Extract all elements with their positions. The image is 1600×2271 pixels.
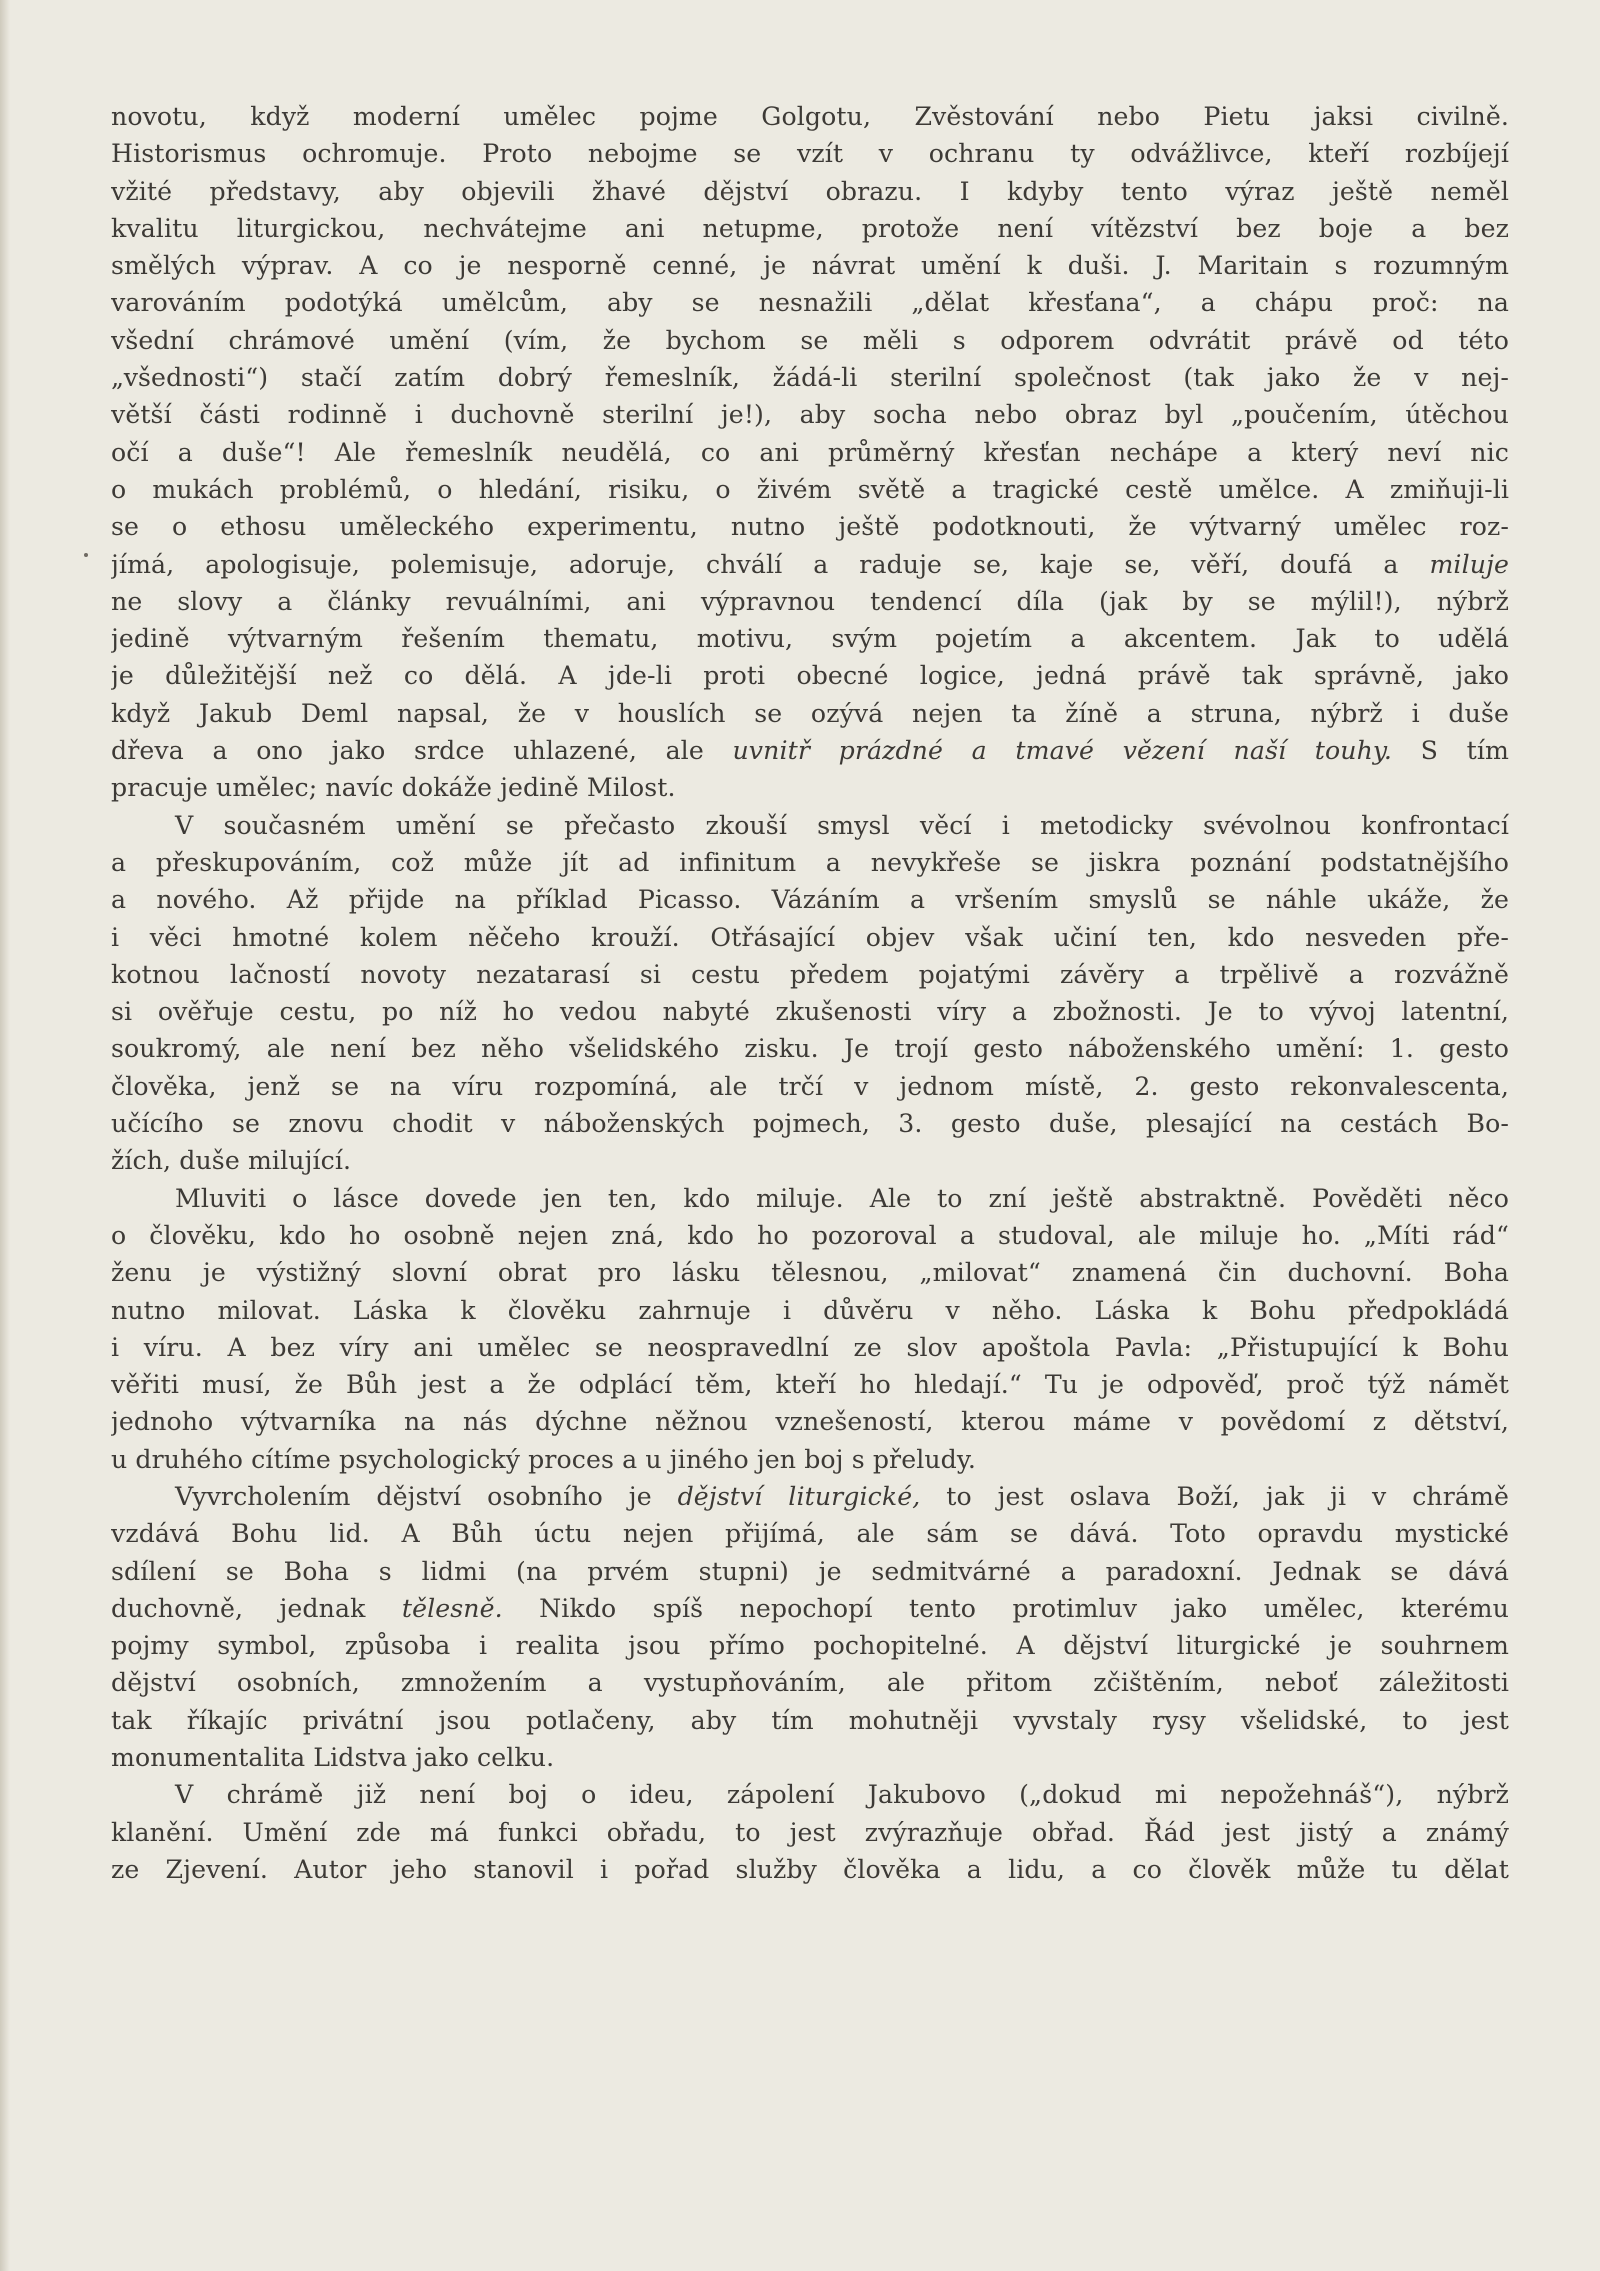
text-line: i věci hmotné kolem něčeho krouží. Otřásající objev však učiní ten, kdo nesveden pře- bbox=[111, 922, 1509, 952]
text-line: soukromý, ale není bez něho všelidského zisku. Je trojí gesto náboženského umění: 1. gesto bbox=[111, 1034, 1509, 1064]
text-line: sdílení se Boha s lidmi (na prvém stupni) je sedmitvárné a paradoxní. Jednak se dává bbox=[111, 1556, 1509, 1586]
margin-mark bbox=[84, 553, 88, 557]
text-line: a přeskupováním, což může jít ad infinitum a nevykřeše se jiskra poznání podstatnějšího bbox=[111, 847, 1509, 877]
text-line: se o ethosu uměleckého experimentu, nutno ještě podotknouti, že výtvarný umělec roz- bbox=[111, 512, 1509, 542]
text-line: nutno milovat. Láska k člověku zahrnuje i důvěru v něho. Láska k Bohu předpokládá bbox=[111, 1295, 1509, 1325]
text-line: pojmy symbol, způsobа i realita jsou přímo pochopitelné. A dějství liturgické je souhrnem bbox=[111, 1631, 1509, 1661]
text-line: Vyvrcholením dějství osobního je dějství liturgické, to jest oslava Boží, jak ji v chrámě bbox=[175, 1481, 1509, 1511]
text-line: větší části rodinně i duchovně sterilní je!), aby socha nebo obraz byl „poučením, útěchou bbox=[111, 400, 1509, 430]
italic-phrase: dějství liturgické, bbox=[677, 1481, 921, 1511]
text-line: kotnou lačností novoty nezatarasí si cestu předem pojatými závěry a trpělivě a rozvážně bbox=[111, 959, 1509, 989]
text-line: duchovně, jednak tělesně. Nikdo spíš nepochopí tento protimluv jako umělec, kterému bbox=[111, 1593, 1509, 1623]
text-line: ne slovy a články revuálními, ani výpravnou tendencí díla (jak by se mýlil!), nýbrž bbox=[111, 586, 1509, 616]
text-line: žích, duše milující. bbox=[111, 1146, 352, 1176]
text-line: i víru. A bez víry ani umělec se neospravedlní ze slov apoštola Pavla: „Přistupující k Bohu bbox=[111, 1332, 1509, 1362]
text-line: si ověřuje cestu, po níž ho vedou nabyté zkušenosti víry a zbožnosti. Je to vývoj latentní, bbox=[111, 997, 1509, 1027]
text-line: všední chrámové umění (vím, že bychom se měli s odporem odvrátit právě od této bbox=[111, 325, 1509, 355]
text-line: dějství osobních, zmnožením a vystupňováním, ale přitom zčištěním, neboť záležitosti bbox=[111, 1668, 1509, 1698]
text-line: smělých výprav. A co je nesporně cenné, je návrat umění k duši. J. Maritain s rozumným bbox=[111, 251, 1509, 281]
text-line: „všednosti“) stačí zatím dobrý řemeslník, žádá-li sterilní společnost (tak jako že v nej- bbox=[111, 363, 1509, 393]
text-line: tak říkajíc privátní jsou potlačeny, aby tím mohutněji vyvstaly rysy všelidské, to jest bbox=[111, 1705, 1509, 1735]
italic-phrase: tělesně. bbox=[401, 1593, 503, 1623]
italic-phrase: miluje bbox=[1429, 549, 1509, 579]
text-line: je důležitější než co dělá. A jde-li proti obecné logice, jedná právě tak správně, jako bbox=[111, 661, 1509, 691]
text-line: a nového. Až přijde na příklad Picasso. Vázáním a vršením smyslů se náhle ukáže, že bbox=[111, 885, 1509, 915]
text-line: dřeva a ono jako srdce uhlazené, ale uvnitř prázdné a tmavé vězení naší touhy. S tím bbox=[111, 736, 1509, 766]
text-line: vzdává Bohu lid. A Bůh úctu nejen přijímá, ale sám se dává. Toto opravdu mystické bbox=[111, 1519, 1509, 1549]
body-text bbox=[111, 98, 1509, 1888]
text-line: o mukách problémů, o hledání, risiku, o živém světě a tragické cestě umělce. A zmiňuji-li bbox=[111, 474, 1509, 504]
text-line: kvalitu liturgickou, nechvátejme ani netupme, protože není vítězství bez boje a bez bbox=[111, 213, 1509, 243]
text-line: u druhého cítíme psychologický proces a u jiného jen boj s přeludy. bbox=[111, 1444, 976, 1474]
text-line: klanění. Umění zde má funkci obřadu, to jest zvýrazňuje obřad. Řád jest jistý a známý bbox=[111, 1817, 1509, 1847]
text-line: Mluviti o lásce dovede jen ten, kdo miluje. Ale to zní ještě abstraktně. Pověděti něco bbox=[175, 1183, 1509, 1213]
text-line: jednoho výtvarníka na nás dýchne něžnou vznešeností, kterou máme v povědomí z dětství, bbox=[111, 1407, 1509, 1437]
text-line: učícího se znovu chodit v náboženských pojmech, 3. gesto duše, plesající na cestách Bo- bbox=[111, 1109, 1509, 1139]
text-line: když Jakub Deml napsal, že v houslích se ozývá nejen ta žíně a struna, nýbrž i duše bbox=[111, 698, 1509, 728]
text-line: Historismus ochromuje. Proto nebojme se vzít v ochranu ty odvážlivce, kteří rozbíjejí bbox=[111, 139, 1509, 169]
text-line: jedině výtvarným řešením thematu, motivu, svým pojetím a akcentem. Jak to udělá bbox=[111, 624, 1509, 654]
text-line: vžité představy, aby objevili žhavé dějství obrazu. I kdyby tento výraz ještě neměl bbox=[111, 176, 1509, 206]
text-line: V chrámě již není boj o ideu, zápolení Jakubovo („dokud mi nepožehnáš“), nýbrž bbox=[175, 1780, 1509, 1810]
text-line: V současném umění se přečasto zkouší smysl věcí i metodicky svévolnou konfrontací bbox=[175, 810, 1509, 840]
text-line: monumentalita Lidstva jako celku. bbox=[111, 1743, 555, 1773]
italic-phrase: uvnitř prázdné a tmavé vězení naší touhy. bbox=[732, 736, 1392, 766]
text-line: pracuje umělec; navíc dokáže jedině Milost. bbox=[111, 773, 676, 803]
text-line: ženu je výstižný slovní obrat pro lásku tělesnou, „milovat“ znamená čin duchovní. Boha bbox=[111, 1258, 1509, 1288]
page-edge-shadow bbox=[0, 0, 10, 2271]
text-line: ze Zjevení. Autor jeho stanovil i pořad služby člověka a lidu, a co člověk může tu dělat bbox=[111, 1854, 1509, 1884]
text-line: novotu, když moderní umělec pojme Golgotu, Zvěstování nebo Pietu jaksi civilně. bbox=[111, 102, 1509, 131]
text-line: věřiti musí, že Bůh jest a že odplácí těm, kteří ho hledají.“ Tu je odpověď, proč týž námět bbox=[111, 1370, 1509, 1400]
text-line: o člověku, kdo ho osobně nejen zná, kdo ho pozoroval a studoval, ale miluje ho. „Míti rád“ bbox=[111, 1220, 1509, 1250]
text-line: jímá, apologisuje, polemisuje, adoruje, chválí a raduje se, kaje se, věří, doufá a miluje bbox=[111, 549, 1509, 579]
text-line: varováním podotýká umělcům, aby se nesnažili „dělat křesťana“, a chápu proč: na bbox=[111, 288, 1509, 318]
text-line: očí a duše“! Ale řemeslník neudělá, co ani průměrný křesťan nechápe a který neví nic bbox=[111, 437, 1509, 467]
text-line: člověka, jenž se na víru rozpomíná, ale trčí v jednom místě, 2. gesto rekonvalescenta, bbox=[111, 1071, 1509, 1101]
